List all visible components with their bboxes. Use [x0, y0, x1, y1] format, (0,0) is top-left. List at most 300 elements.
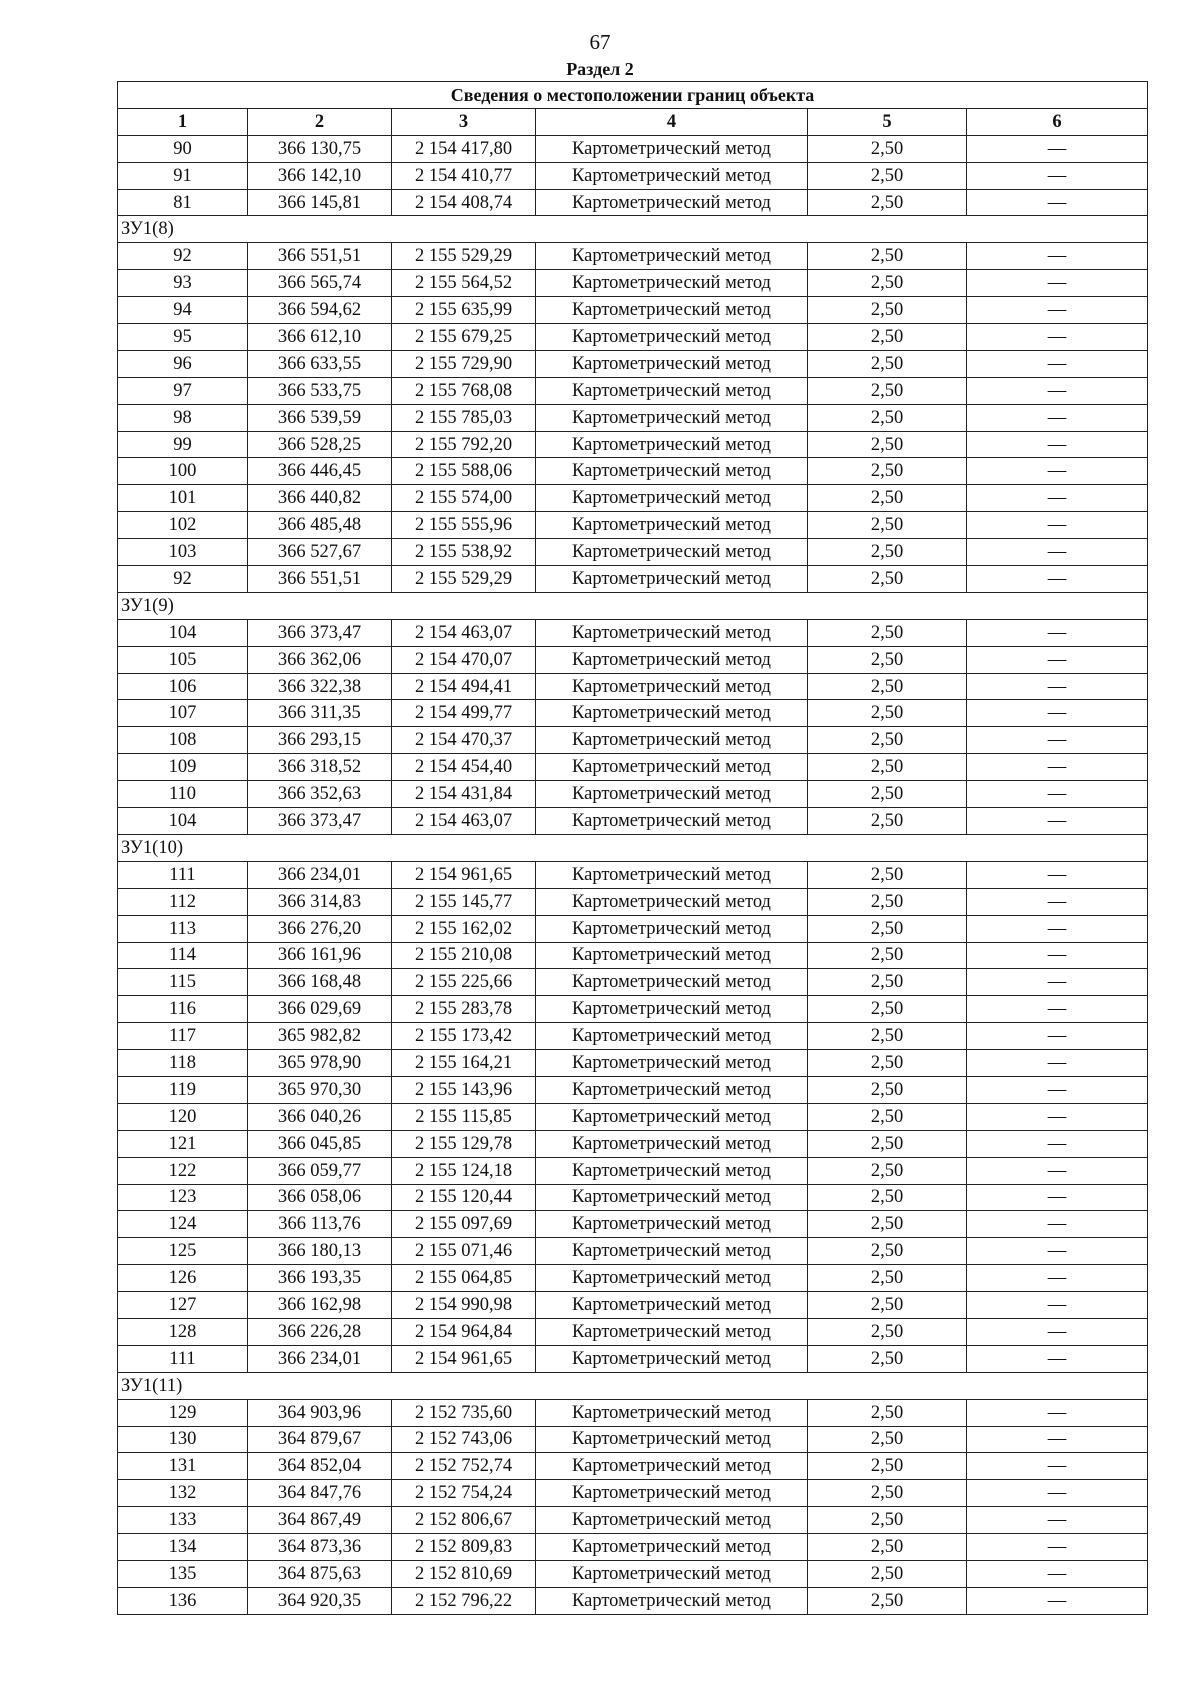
x-coordinate-cell: 366 533,75 [248, 377, 392, 404]
accuracy-cell: 2,50 [808, 1103, 967, 1130]
table-row [118, 1184, 1148, 1211]
description-cell: — [967, 1265, 1148, 1292]
y-coordinate-cell: 2 155 729,90 [392, 350, 536, 377]
point-number-cell: 93 [118, 270, 248, 297]
accuracy-cell: 2,50 [808, 1399, 967, 1426]
accuracy-cell: 2,50 [808, 350, 967, 377]
accuracy-cell: 2,50 [808, 135, 967, 162]
y-coordinate-cell: 2 154 990,98 [392, 1292, 536, 1319]
group-row [118, 216, 1148, 243]
description-cell: — [967, 1184, 1148, 1211]
x-coordinate-cell: 366 352,63 [248, 781, 392, 808]
x-coordinate-cell: 366 594,62 [248, 297, 392, 324]
y-coordinate-cell: 2 155 129,78 [392, 1130, 536, 1157]
point-number-cell: 119 [118, 1076, 248, 1103]
point-number-cell: 114 [118, 942, 248, 969]
point-number-cell: 109 [118, 754, 248, 781]
table-row [118, 135, 1148, 162]
x-coordinate-cell: 366 373,47 [248, 808, 392, 835]
x-coordinate-cell: 366 362,06 [248, 646, 392, 673]
point-number-cell: 118 [118, 1050, 248, 1077]
y-coordinate-cell: 2 155 529,29 [392, 243, 536, 270]
point-number-cell: 100 [118, 458, 248, 485]
table-row [118, 969, 1148, 996]
point-number-cell: 110 [118, 781, 248, 808]
x-coordinate-cell: 365 970,30 [248, 1076, 392, 1103]
accuracy-cell: 2,50 [808, 969, 967, 996]
table-row [118, 888, 1148, 915]
point-number-cell: 94 [118, 297, 248, 324]
accuracy-cell: 2,50 [808, 754, 967, 781]
table-row [118, 1157, 1148, 1184]
method-cell: Картометрический метод [536, 915, 808, 942]
y-coordinate-cell: 2 155 635,99 [392, 297, 536, 324]
accuracy-cell: 2,50 [808, 1050, 967, 1077]
method-cell: Картометрический метод [536, 1238, 808, 1265]
accuracy-cell: 2,50 [808, 700, 967, 727]
accuracy-cell: 2,50 [808, 1318, 967, 1345]
group-row [118, 592, 1148, 619]
point-number-cell: 116 [118, 996, 248, 1023]
y-coordinate-cell: 2 154 499,77 [392, 700, 536, 727]
description-cell: — [967, 1318, 1148, 1345]
point-number-cell: 112 [118, 888, 248, 915]
y-coordinate-cell: 2 155 588,06 [392, 458, 536, 485]
accuracy-cell: 2,50 [808, 162, 967, 189]
x-coordinate-cell: 366 322,38 [248, 673, 392, 700]
point-number-cell: 106 [118, 673, 248, 700]
y-coordinate-cell: 2 155 785,03 [392, 404, 536, 431]
accuracy-cell: 2,50 [808, 404, 967, 431]
method-cell: Картометрический метод [536, 1103, 808, 1130]
table-row [118, 431, 1148, 458]
table-row [118, 700, 1148, 727]
accuracy-cell: 2,50 [808, 1211, 967, 1238]
method-cell: Картометрический метод [536, 1130, 808, 1157]
method-cell: Картометрический метод [536, 566, 808, 593]
accuracy-cell: 2,50 [808, 861, 967, 888]
column-header: 4 [536, 108, 808, 135]
method-cell: Картометрический метод [536, 673, 808, 700]
method-cell: Картометрический метод [536, 324, 808, 351]
description-cell: — [967, 1480, 1148, 1507]
table-row [118, 673, 1148, 700]
x-coordinate-cell: 364 875,63 [248, 1560, 392, 1587]
method-cell: Картометрический метод [536, 1345, 808, 1372]
description-cell: — [967, 700, 1148, 727]
description-cell: — [967, 646, 1148, 673]
table-row [118, 646, 1148, 673]
method-cell: Картометрический метод [536, 619, 808, 646]
description-cell: — [967, 673, 1148, 700]
y-coordinate-cell: 2 152 735,60 [392, 1399, 536, 1426]
table-row [118, 1426, 1148, 1453]
description-cell: — [967, 431, 1148, 458]
column-header: 6 [967, 108, 1148, 135]
x-coordinate-cell: 366 276,20 [248, 915, 392, 942]
accuracy-cell: 2,50 [808, 1157, 967, 1184]
x-coordinate-cell: 366 145,81 [248, 189, 392, 216]
accuracy-cell: 2,50 [808, 324, 967, 351]
description-cell: — [967, 1587, 1148, 1614]
table-header-row [118, 108, 1148, 135]
accuracy-cell: 2,50 [808, 727, 967, 754]
method-cell: Картометрический метод [536, 539, 808, 566]
table-row [118, 377, 1148, 404]
x-coordinate-cell: 366 168,48 [248, 969, 392, 996]
accuracy-cell: 2,50 [808, 512, 967, 539]
table-row [118, 458, 1148, 485]
x-coordinate-cell: 366 180,13 [248, 1238, 392, 1265]
point-number-cell: 81 [118, 189, 248, 216]
y-coordinate-cell: 2 155 143,96 [392, 1076, 536, 1103]
method-cell: Картометрический метод [536, 1480, 808, 1507]
column-header: 3 [392, 108, 536, 135]
description-cell: — [967, 1130, 1148, 1157]
point-number-cell: 129 [118, 1399, 248, 1426]
y-coordinate-cell: 2 155 115,85 [392, 1103, 536, 1130]
description-cell: — [967, 324, 1148, 351]
point-number-cell: 127 [118, 1292, 248, 1319]
accuracy-cell: 2,50 [808, 1184, 967, 1211]
method-cell: Картометрический метод [536, 1265, 808, 1292]
group-label: ЗУ1(11) [118, 1372, 1148, 1399]
description-cell: — [967, 888, 1148, 915]
method-cell: Картометрический метод [536, 700, 808, 727]
description-cell: — [967, 539, 1148, 566]
accuracy-cell: 2,50 [808, 1130, 967, 1157]
accuracy-cell: 2,50 [808, 1560, 967, 1587]
x-coordinate-cell: 366 293,15 [248, 727, 392, 754]
point-number-cell: 126 [118, 1265, 248, 1292]
method-cell: Картометрический метод [536, 243, 808, 270]
point-number-cell: 95 [118, 324, 248, 351]
y-coordinate-cell: 2 155 120,44 [392, 1184, 536, 1211]
point-number-cell: 104 [118, 808, 248, 835]
method-cell: Картометрический метод [536, 1507, 808, 1534]
method-cell: Картометрический метод [536, 754, 808, 781]
method-cell: Картометрический метод [536, 162, 808, 189]
point-number-cell: 125 [118, 1238, 248, 1265]
table-row [118, 485, 1148, 512]
y-coordinate-cell: 2 152 810,69 [392, 1560, 536, 1587]
x-coordinate-cell: 366 234,01 [248, 1345, 392, 1372]
x-coordinate-cell: 366 551,51 [248, 566, 392, 593]
description-cell: — [967, 189, 1148, 216]
x-coordinate-cell: 366 527,67 [248, 539, 392, 566]
accuracy-cell: 2,50 [808, 888, 967, 915]
x-coordinate-cell: 366 226,28 [248, 1318, 392, 1345]
y-coordinate-cell: 2 154 410,77 [392, 162, 536, 189]
method-cell: Картометрический метод [536, 1184, 808, 1211]
accuracy-cell: 2,50 [808, 1023, 967, 1050]
method-cell: Картометрический метод [536, 1076, 808, 1103]
y-coordinate-cell: 2 152 743,06 [392, 1426, 536, 1453]
point-number-cell: 117 [118, 1023, 248, 1050]
description-cell: — [967, 861, 1148, 888]
accuracy-cell: 2,50 [808, 189, 967, 216]
table-row [118, 1130, 1148, 1157]
description-cell: — [967, 781, 1148, 808]
y-coordinate-cell: 2 155 679,25 [392, 324, 536, 351]
group-row [118, 1372, 1148, 1399]
point-number-cell: 122 [118, 1157, 248, 1184]
description-cell: — [967, 1426, 1148, 1453]
group-label: ЗУ1(8) [118, 216, 1148, 243]
x-coordinate-cell: 366 058,06 [248, 1184, 392, 1211]
x-coordinate-cell: 366 162,98 [248, 1292, 392, 1319]
x-coordinate-cell: 366 485,48 [248, 512, 392, 539]
method-cell: Картометрический метод [536, 996, 808, 1023]
table-row [118, 915, 1148, 942]
group-label: ЗУ1(10) [118, 834, 1148, 861]
method-cell: Картометрический метод [536, 888, 808, 915]
table-row [118, 350, 1148, 377]
y-coordinate-cell: 2 154 463,07 [392, 619, 536, 646]
y-coordinate-cell: 2 154 417,80 [392, 135, 536, 162]
y-coordinate-cell: 2 155 225,66 [392, 969, 536, 996]
x-coordinate-cell: 366 142,10 [248, 162, 392, 189]
point-number-cell: 92 [118, 243, 248, 270]
method-cell: Картометрический метод [536, 270, 808, 297]
point-number-cell: 115 [118, 969, 248, 996]
accuracy-cell: 2,50 [808, 1534, 967, 1561]
point-number-cell: 91 [118, 162, 248, 189]
point-number-cell: 121 [118, 1130, 248, 1157]
y-coordinate-cell: 2 155 173,42 [392, 1023, 536, 1050]
accuracy-cell: 2,50 [808, 808, 967, 835]
accuracy-cell: 2,50 [808, 1587, 967, 1614]
description-cell: — [967, 1157, 1148, 1184]
method-cell: Картометрический метод [536, 1399, 808, 1426]
point-number-cell: 131 [118, 1453, 248, 1480]
description-cell: — [967, 727, 1148, 754]
method-cell: Картометрический метод [536, 404, 808, 431]
table-row [118, 619, 1148, 646]
section-title: Раздел 2 [566, 59, 634, 79]
accuracy-cell: 2,50 [808, 485, 967, 512]
table-row [118, 297, 1148, 324]
description-cell: — [967, 512, 1148, 539]
method-cell: Картометрический метод [536, 485, 808, 512]
table-row [118, 243, 1148, 270]
method-cell: Картометрический метод [536, 1534, 808, 1561]
accuracy-cell: 2,50 [808, 1453, 967, 1480]
description-cell: — [967, 1399, 1148, 1426]
table-row [118, 1399, 1148, 1426]
point-number-cell: 124 [118, 1211, 248, 1238]
point-number-cell: 96 [118, 350, 248, 377]
point-number-cell: 101 [118, 485, 248, 512]
x-coordinate-cell: 366 551,51 [248, 243, 392, 270]
x-coordinate-cell: 366 130,75 [248, 135, 392, 162]
table-row [118, 404, 1148, 431]
description-cell: — [967, 1103, 1148, 1130]
point-number-cell: 98 [118, 404, 248, 431]
x-coordinate-cell: 366 528,25 [248, 431, 392, 458]
accuracy-cell: 2,50 [808, 915, 967, 942]
table-row [118, 1265, 1148, 1292]
y-coordinate-cell: 2 155 064,85 [392, 1265, 536, 1292]
table-row [118, 942, 1148, 969]
description-cell: — [967, 915, 1148, 942]
table-row [118, 1076, 1148, 1103]
description-cell: — [967, 754, 1148, 781]
table-row [118, 727, 1148, 754]
y-coordinate-cell: 2 155 529,29 [392, 566, 536, 593]
table-row [118, 1453, 1148, 1480]
description-cell: — [967, 377, 1148, 404]
x-coordinate-cell: 365 978,90 [248, 1050, 392, 1077]
accuracy-cell: 2,50 [808, 243, 967, 270]
x-coordinate-cell: 364 879,67 [248, 1426, 392, 1453]
method-cell: Картометрический метод [536, 1453, 808, 1480]
method-cell: Картометрический метод [536, 135, 808, 162]
table-row [118, 1587, 1148, 1614]
y-coordinate-cell: 2 155 164,21 [392, 1050, 536, 1077]
method-cell: Картометрический метод [536, 1211, 808, 1238]
method-cell: Картометрический метод [536, 512, 808, 539]
x-coordinate-cell: 366 029,69 [248, 996, 392, 1023]
table-row [118, 566, 1148, 593]
description-cell: — [967, 485, 1148, 512]
table-row [118, 1507, 1148, 1534]
x-coordinate-cell: 366 040,26 [248, 1103, 392, 1130]
y-coordinate-cell: 2 155 768,08 [392, 377, 536, 404]
method-cell: Картометрический метод [536, 727, 808, 754]
table-row [118, 1560, 1148, 1587]
method-cell: Картометрический метод [536, 861, 808, 888]
y-coordinate-cell: 2 155 124,18 [392, 1157, 536, 1184]
description-cell: — [967, 619, 1148, 646]
description-cell: — [967, 1023, 1148, 1050]
x-coordinate-cell: 366 193,35 [248, 1265, 392, 1292]
description-cell: — [967, 942, 1148, 969]
point-number-cell: 123 [118, 1184, 248, 1211]
table-body [118, 82, 1148, 1615]
accuracy-cell: 2,50 [808, 270, 967, 297]
boundary-coordinates-table [117, 81, 1148, 1615]
point-number-cell: 108 [118, 727, 248, 754]
point-number-cell: 97 [118, 377, 248, 404]
y-coordinate-cell: 2 155 145,77 [392, 888, 536, 915]
table-row [118, 1292, 1148, 1319]
description-cell: — [967, 1238, 1148, 1265]
method-cell: Картометрический метод [536, 377, 808, 404]
description-cell: — [967, 808, 1148, 835]
table-row [118, 996, 1148, 1023]
method-cell: Картометрический метод [536, 297, 808, 324]
method-cell: Картометрический метод [536, 1318, 808, 1345]
x-coordinate-cell: 366 311,35 [248, 700, 392, 727]
point-number-cell: 111 [118, 861, 248, 888]
method-cell: Картометрический метод [536, 808, 808, 835]
accuracy-cell: 2,50 [808, 431, 967, 458]
y-coordinate-cell: 2 152 809,83 [392, 1534, 536, 1561]
description-cell: — [967, 1534, 1148, 1561]
table-row [118, 1023, 1148, 1050]
accuracy-cell: 2,50 [808, 996, 967, 1023]
method-cell: Картометрический метод [536, 1157, 808, 1184]
table-row [118, 754, 1148, 781]
x-coordinate-cell: 364 920,35 [248, 1587, 392, 1614]
method-cell: Картометрический метод [536, 458, 808, 485]
method-cell: Картометрический метод [536, 1023, 808, 1050]
method-cell: Картометрический метод [536, 1292, 808, 1319]
point-number-cell: 102 [118, 512, 248, 539]
method-cell: Картометрический метод [536, 969, 808, 996]
point-number-cell: 111 [118, 1345, 248, 1372]
table-row [118, 808, 1148, 835]
method-cell: Картометрический метод [536, 431, 808, 458]
y-coordinate-cell: 2 155 538,92 [392, 539, 536, 566]
table-row [118, 1238, 1148, 1265]
accuracy-cell: 2,50 [808, 297, 967, 324]
point-number-cell: 113 [118, 915, 248, 942]
x-coordinate-cell: 366 059,77 [248, 1157, 392, 1184]
point-number-cell: 90 [118, 135, 248, 162]
y-coordinate-cell: 2 152 796,22 [392, 1587, 536, 1614]
table-caption: Сведения о местоположении границ объекта [118, 82, 1148, 109]
x-coordinate-cell: 364 847,76 [248, 1480, 392, 1507]
method-cell: Картометрический метод [536, 189, 808, 216]
description-cell: — [967, 350, 1148, 377]
method-cell: Картометрический метод [536, 781, 808, 808]
y-coordinate-cell: 2 154 961,65 [392, 1345, 536, 1372]
point-number-cell: 135 [118, 1560, 248, 1587]
accuracy-cell: 2,50 [808, 1238, 967, 1265]
y-coordinate-cell: 2 154 961,65 [392, 861, 536, 888]
method-cell: Картометрический метод [536, 1426, 808, 1453]
description-cell: — [967, 404, 1148, 431]
point-number-cell: 136 [118, 1587, 248, 1614]
y-coordinate-cell: 2 155 792,20 [392, 431, 536, 458]
y-coordinate-cell: 2 154 454,40 [392, 754, 536, 781]
group-label: ЗУ1(9) [118, 592, 1148, 619]
accuracy-cell: 2,50 [808, 1076, 967, 1103]
column-header: 1 [118, 108, 248, 135]
x-coordinate-cell: 364 903,96 [248, 1399, 392, 1426]
accuracy-cell: 2,50 [808, 619, 967, 646]
point-number-cell: 120 [118, 1103, 248, 1130]
accuracy-cell: 2,50 [808, 646, 967, 673]
page-number: 67 [589, 30, 611, 54]
description-cell: — [967, 996, 1148, 1023]
y-coordinate-cell: 2 155 097,69 [392, 1211, 536, 1238]
x-coordinate-cell: 364 873,36 [248, 1534, 392, 1561]
x-coordinate-cell: 366 314,83 [248, 888, 392, 915]
table-row [118, 512, 1148, 539]
x-coordinate-cell: 366 633,55 [248, 350, 392, 377]
x-coordinate-cell: 366 113,76 [248, 1211, 392, 1238]
table-row [118, 1480, 1148, 1507]
y-coordinate-cell: 2 152 754,24 [392, 1480, 536, 1507]
y-coordinate-cell: 2 155 210,08 [392, 942, 536, 969]
accuracy-cell: 2,50 [808, 566, 967, 593]
x-coordinate-cell: 366 045,85 [248, 1130, 392, 1157]
y-coordinate-cell: 2 155 574,00 [392, 485, 536, 512]
x-coordinate-cell: 366 446,45 [248, 458, 392, 485]
description-cell: — [967, 458, 1148, 485]
x-coordinate-cell: 364 852,04 [248, 1453, 392, 1480]
accuracy-cell: 2,50 [808, 377, 967, 404]
table-row [118, 539, 1148, 566]
description-cell: — [967, 969, 1148, 996]
accuracy-cell: 2,50 [808, 1265, 967, 1292]
point-number-cell: 104 [118, 619, 248, 646]
x-coordinate-cell: 366 565,74 [248, 270, 392, 297]
x-coordinate-cell: 366 234,01 [248, 861, 392, 888]
